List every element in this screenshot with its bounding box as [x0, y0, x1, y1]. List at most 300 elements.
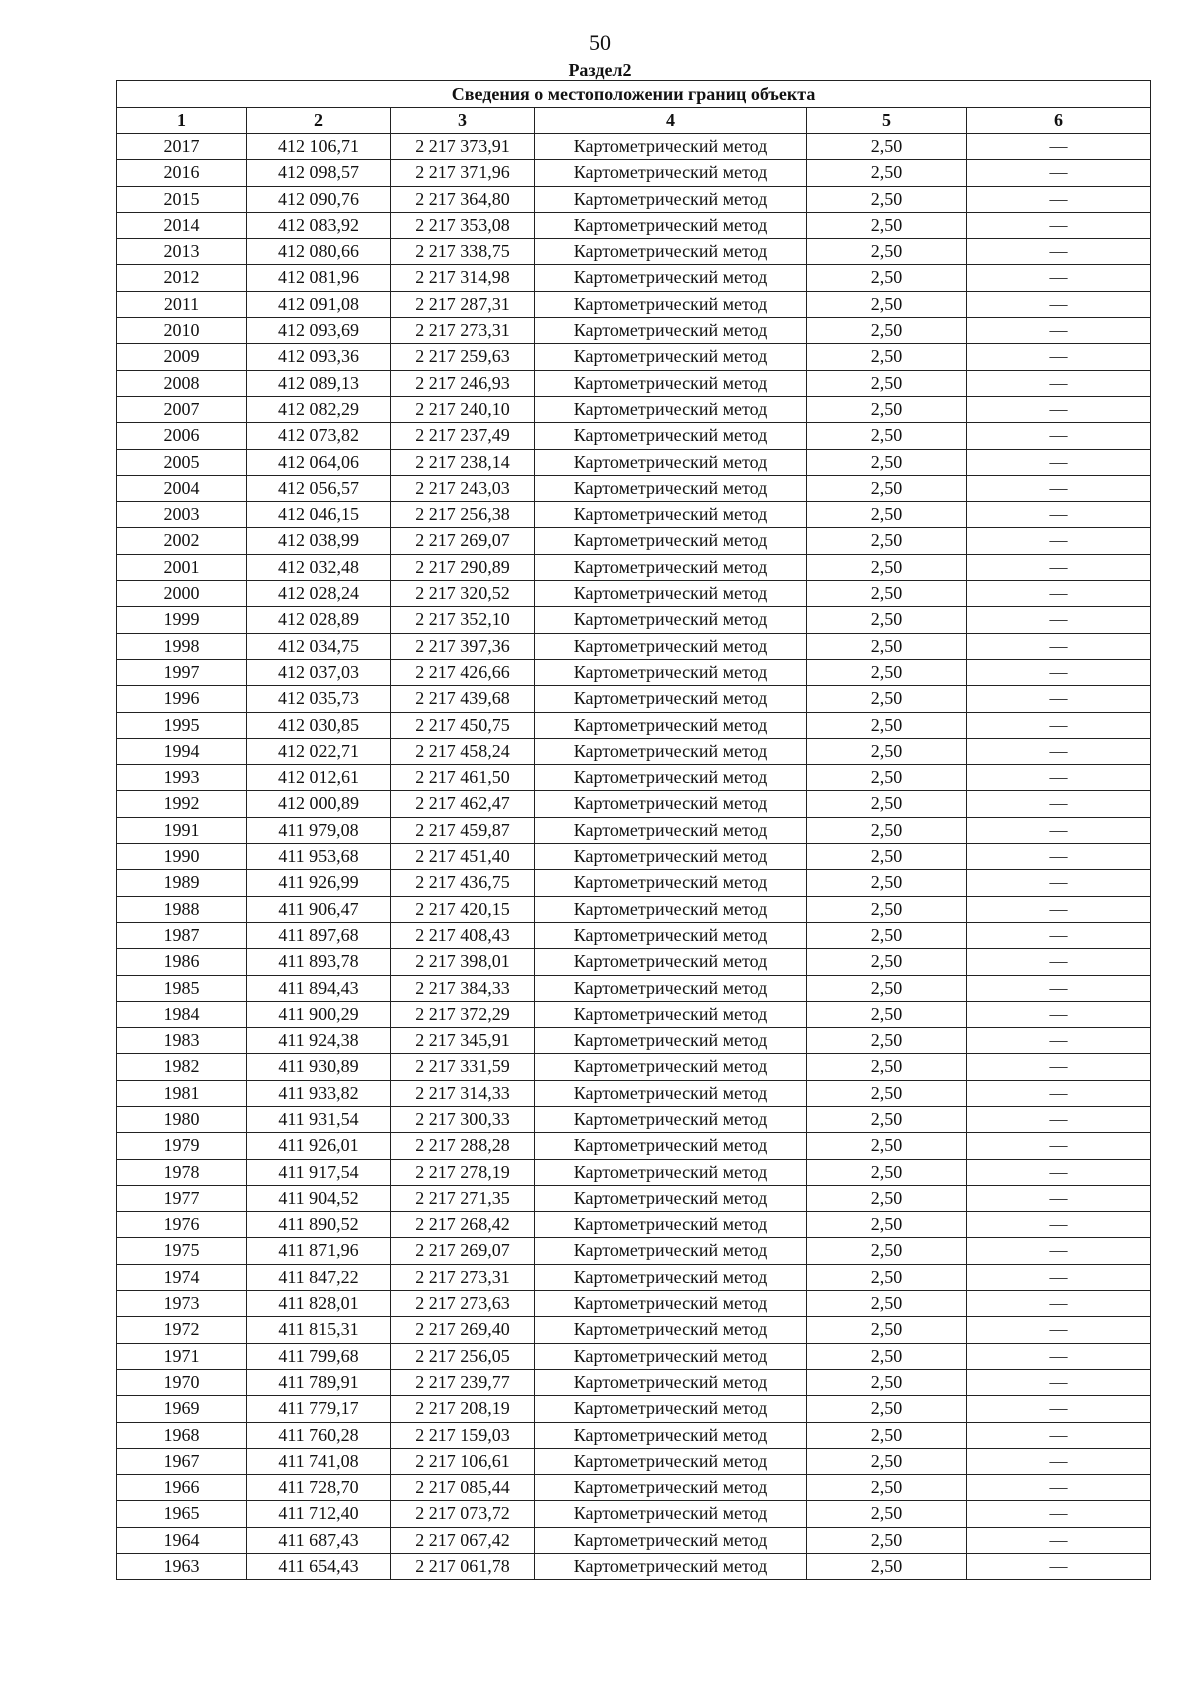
y-coordinate-cell: 2 217 372,29 — [391, 1001, 535, 1027]
accuracy-cell: 2,50 — [807, 134, 967, 160]
x-coordinate-cell: 411 893,78 — [247, 949, 391, 975]
accuracy-cell: 2,50 — [807, 1238, 967, 1264]
y-coordinate-cell: 2 217 320,52 — [391, 581, 535, 607]
point-number-cell: 1972 — [117, 1317, 247, 1343]
y-coordinate-cell: 2 217 398,01 — [391, 949, 535, 975]
table-row — [117, 817, 1151, 843]
y-coordinate-cell: 2 217 269,40 — [391, 1317, 535, 1343]
table-body — [117, 134, 1151, 1580]
y-coordinate-cell: 2 217 243,03 — [391, 475, 535, 501]
table-row — [117, 791, 1151, 817]
y-coordinate-cell: 2 217 420,15 — [391, 896, 535, 922]
x-coordinate-cell: 411 894,43 — [247, 975, 391, 1001]
x-coordinate-cell: 411 926,01 — [247, 1133, 391, 1159]
accuracy-cell: 2,50 — [807, 318, 967, 344]
accuracy-cell: 2,50 — [807, 738, 967, 764]
y-coordinate-cell: 2 217 458,24 — [391, 738, 535, 764]
y-coordinate-cell: 2 217 273,63 — [391, 1291, 535, 1317]
method-cell: Картометрический метод — [535, 212, 807, 238]
page-number: 50 — [589, 30, 611, 55]
y-coordinate-cell: 2 217 106,61 — [391, 1448, 535, 1474]
y-coordinate-cell: 2 217 268,42 — [391, 1212, 535, 1238]
point-number-cell: 1983 — [117, 1028, 247, 1054]
accuracy-cell: 2,50 — [807, 423, 967, 449]
column-header-3: 3 — [391, 108, 535, 134]
table-row — [117, 134, 1151, 160]
x-coordinate-cell: 411 904,52 — [247, 1185, 391, 1211]
point-number-cell: 1967 — [117, 1448, 247, 1474]
accuracy-cell: 2,50 — [807, 870, 967, 896]
accuracy-cell: 2,50 — [807, 528, 967, 554]
y-coordinate-cell: 2 217 384,33 — [391, 975, 535, 1001]
method-cell: Картометрический метод — [535, 607, 807, 633]
table-row — [117, 186, 1151, 212]
accuracy-cell: 2,50 — [807, 396, 967, 422]
accuracy-cell: 2,50 — [807, 160, 967, 186]
point-number-cell: 1998 — [117, 633, 247, 659]
point-number-cell: 2001 — [117, 554, 247, 580]
y-coordinate-cell: 2 217 287,31 — [391, 291, 535, 317]
method-cell: Картометрический метод — [535, 949, 807, 975]
point-number-cell: 2015 — [117, 186, 247, 212]
point-number-cell: 1990 — [117, 844, 247, 870]
method-cell: Картометрический метод — [535, 1185, 807, 1211]
point-number-cell: 1984 — [117, 1001, 247, 1027]
point-number-cell: 1975 — [117, 1238, 247, 1264]
description-cell: — — [967, 949, 1151, 975]
x-coordinate-cell: 411 900,29 — [247, 1001, 391, 1027]
y-coordinate-cell: 2 217 061,78 — [391, 1554, 535, 1580]
point-number-cell: 1966 — [117, 1475, 247, 1501]
y-coordinate-cell: 2 217 278,19 — [391, 1159, 535, 1185]
method-cell: Картометрический метод — [535, 370, 807, 396]
method-cell: Картометрический метод — [535, 1422, 807, 1448]
table-row — [117, 1106, 1151, 1132]
method-cell: Картометрический метод — [535, 633, 807, 659]
point-number-cell: 2014 — [117, 212, 247, 238]
method-cell: Картометрический метод — [535, 659, 807, 685]
description-cell: — — [967, 528, 1151, 554]
point-number-cell: 1968 — [117, 1422, 247, 1448]
y-coordinate-cell: 2 217 364,80 — [391, 186, 535, 212]
accuracy-cell: 2,50 — [807, 1291, 967, 1317]
point-number-cell: 2012 — [117, 265, 247, 291]
x-coordinate-cell: 411 815,31 — [247, 1317, 391, 1343]
x-coordinate-cell: 412 032,48 — [247, 554, 391, 580]
method-cell: Картометрический метод — [535, 1501, 807, 1527]
description-cell: — — [967, 1448, 1151, 1474]
point-number-cell: 1976 — [117, 1212, 247, 1238]
description-cell: — — [967, 1317, 1151, 1343]
method-cell: Картометрический метод — [535, 1159, 807, 1185]
x-coordinate-cell: 411 741,08 — [247, 1448, 391, 1474]
description-cell: — — [967, 1133, 1151, 1159]
y-coordinate-cell: 2 217 314,98 — [391, 265, 535, 291]
point-number-cell: 2006 — [117, 423, 247, 449]
accuracy-cell: 2,50 — [807, 1001, 967, 1027]
point-number-cell: 2004 — [117, 475, 247, 501]
description-cell: — — [967, 1291, 1151, 1317]
table-row — [117, 975, 1151, 1001]
x-coordinate-cell: 411 933,82 — [247, 1080, 391, 1106]
point-number-cell: 1974 — [117, 1264, 247, 1290]
y-coordinate-cell: 2 217 288,28 — [391, 1133, 535, 1159]
table-row — [117, 449, 1151, 475]
accuracy-cell: 2,50 — [807, 765, 967, 791]
table-row — [117, 870, 1151, 896]
description-cell: — — [967, 186, 1151, 212]
y-coordinate-cell: 2 217 259,63 — [391, 344, 535, 370]
description-cell: — — [967, 396, 1151, 422]
method-cell: Картометрический метод — [535, 765, 807, 791]
description-cell: — — [967, 1501, 1151, 1527]
y-coordinate-cell: 2 217 451,40 — [391, 844, 535, 870]
description-cell: — — [967, 581, 1151, 607]
description-cell: — — [967, 239, 1151, 265]
table-row — [117, 765, 1151, 791]
y-coordinate-cell: 2 217 273,31 — [391, 1264, 535, 1290]
table-row — [117, 581, 1151, 607]
table-row — [117, 738, 1151, 764]
method-cell: Картометрический метод — [535, 396, 807, 422]
description-cell: — — [967, 844, 1151, 870]
table-row — [117, 1422, 1151, 1448]
point-number-cell: 1963 — [117, 1554, 247, 1580]
point-number-cell: 2010 — [117, 318, 247, 344]
accuracy-cell: 2,50 — [807, 1343, 967, 1369]
description-cell: — — [967, 896, 1151, 922]
x-coordinate-cell: 411 917,54 — [247, 1159, 391, 1185]
table-row — [117, 633, 1151, 659]
description-cell: — — [967, 1028, 1151, 1054]
point-number-cell: 1992 — [117, 791, 247, 817]
description-cell: — — [967, 765, 1151, 791]
accuracy-cell: 2,50 — [807, 844, 967, 870]
method-cell: Картометрический метод — [535, 186, 807, 212]
x-coordinate-cell: 411 926,99 — [247, 870, 391, 896]
y-coordinate-cell: 2 217 208,19 — [391, 1396, 535, 1422]
x-coordinate-cell: 412 082,29 — [247, 396, 391, 422]
y-coordinate-cell: 2 217 353,08 — [391, 212, 535, 238]
accuracy-cell: 2,50 — [807, 554, 967, 580]
accuracy-cell: 2,50 — [807, 1185, 967, 1211]
table-row — [117, 686, 1151, 712]
accuracy-cell: 2,50 — [807, 659, 967, 685]
x-coordinate-cell: 411 871,96 — [247, 1238, 391, 1264]
x-coordinate-cell: 411 953,68 — [247, 844, 391, 870]
method-cell: Картометрический метод — [535, 922, 807, 948]
description-cell: — — [967, 475, 1151, 501]
description-cell: — — [967, 975, 1151, 1001]
accuracy-cell: 2,50 — [807, 949, 967, 975]
table-title-row — [117, 81, 1151, 108]
column-header-1: 1 — [117, 108, 247, 134]
x-coordinate-cell: 412 028,24 — [247, 581, 391, 607]
x-coordinate-cell: 411 897,68 — [247, 922, 391, 948]
accuracy-cell: 2,50 — [807, 1475, 967, 1501]
accuracy-cell: 2,50 — [807, 475, 967, 501]
y-coordinate-cell: 2 217 314,33 — [391, 1080, 535, 1106]
x-coordinate-cell: 411 979,08 — [247, 817, 391, 843]
y-coordinate-cell: 2 217 300,33 — [391, 1106, 535, 1132]
description-cell: — — [967, 712, 1151, 738]
table-row — [117, 949, 1151, 975]
y-coordinate-cell: 2 217 436,75 — [391, 870, 535, 896]
point-number-cell: 1987 — [117, 922, 247, 948]
x-coordinate-cell: 412 028,89 — [247, 607, 391, 633]
table-row — [117, 528, 1151, 554]
point-number-cell: 1970 — [117, 1369, 247, 1395]
method-cell: Картометрический метод — [535, 1291, 807, 1317]
x-coordinate-cell: 411 687,43 — [247, 1527, 391, 1553]
column-header-6: 6 — [967, 108, 1151, 134]
table-row — [117, 1396, 1151, 1422]
description-cell: — — [967, 344, 1151, 370]
table-row — [117, 265, 1151, 291]
x-coordinate-cell: 411 654,43 — [247, 1554, 391, 1580]
accuracy-cell: 2,50 — [807, 1159, 967, 1185]
y-coordinate-cell: 2 217 273,31 — [391, 318, 535, 344]
x-coordinate-cell: 412 034,75 — [247, 633, 391, 659]
table-row — [117, 1369, 1151, 1395]
x-coordinate-cell: 412 030,85 — [247, 712, 391, 738]
method-cell: Картометрический метод — [535, 265, 807, 291]
point-number-cell: 1978 — [117, 1159, 247, 1185]
table-row — [117, 1212, 1151, 1238]
y-coordinate-cell: 2 217 240,10 — [391, 396, 535, 422]
description-cell: — — [967, 686, 1151, 712]
accuracy-cell: 2,50 — [807, 291, 967, 317]
table-row — [117, 1264, 1151, 1290]
description-cell: — — [967, 265, 1151, 291]
y-coordinate-cell: 2 217 290,89 — [391, 554, 535, 580]
accuracy-cell: 2,50 — [807, 1054, 967, 1080]
accuracy-cell: 2,50 — [807, 1369, 967, 1395]
x-coordinate-cell: 412 037,03 — [247, 659, 391, 685]
point-number-cell: 2002 — [117, 528, 247, 554]
point-number-cell: 2009 — [117, 344, 247, 370]
point-number-cell: 2017 — [117, 134, 247, 160]
point-number-cell: 1985 — [117, 975, 247, 1001]
description-cell: — — [967, 1054, 1151, 1080]
table-row — [117, 291, 1151, 317]
description-cell: — — [967, 1238, 1151, 1264]
description-cell: — — [967, 212, 1151, 238]
accuracy-cell: 2,50 — [807, 1422, 967, 1448]
point-number-cell: 1986 — [117, 949, 247, 975]
table-row — [117, 844, 1151, 870]
description-cell: — — [967, 1159, 1151, 1185]
y-coordinate-cell: 2 217 256,05 — [391, 1343, 535, 1369]
accuracy-cell: 2,50 — [807, 186, 967, 212]
table-row — [117, 160, 1151, 186]
table-row — [117, 1501, 1151, 1527]
point-number-cell: 1982 — [117, 1054, 247, 1080]
method-cell: Картометрический метод — [535, 1133, 807, 1159]
accuracy-cell: 2,50 — [807, 817, 967, 843]
point-number-cell: 1993 — [117, 765, 247, 791]
point-number-cell: 1994 — [117, 738, 247, 764]
point-number-cell: 1988 — [117, 896, 247, 922]
accuracy-cell: 2,50 — [807, 1080, 967, 1106]
y-coordinate-cell: 2 217 269,07 — [391, 1238, 535, 1264]
x-coordinate-cell: 412 073,82 — [247, 423, 391, 449]
method-cell: Картометрический метод — [535, 344, 807, 370]
method-cell: Картометрический метод — [535, 475, 807, 501]
x-coordinate-cell: 412 093,36 — [247, 344, 391, 370]
method-cell: Картометрический метод — [535, 817, 807, 843]
x-coordinate-cell: 412 038,99 — [247, 528, 391, 554]
point-number-cell: 2005 — [117, 449, 247, 475]
table-row — [117, 896, 1151, 922]
y-coordinate-cell: 2 217 237,49 — [391, 423, 535, 449]
table-row — [117, 1185, 1151, 1211]
accuracy-cell: 2,50 — [807, 239, 967, 265]
description-cell: — — [967, 1343, 1151, 1369]
x-coordinate-cell: 412 022,71 — [247, 738, 391, 764]
y-coordinate-cell: 2 217 345,91 — [391, 1028, 535, 1054]
point-number-cell: 1995 — [117, 712, 247, 738]
method-cell: Картометрический метод — [535, 160, 807, 186]
x-coordinate-cell: 411 924,38 — [247, 1028, 391, 1054]
point-number-cell: 2013 — [117, 239, 247, 265]
point-number-cell: 1989 — [117, 870, 247, 896]
table-row — [117, 396, 1151, 422]
method-cell: Картометрический метод — [535, 291, 807, 317]
description-cell: — — [967, 1369, 1151, 1395]
method-cell: Картометрический метод — [535, 239, 807, 265]
description-cell: — — [967, 134, 1151, 160]
method-cell: Картометрический метод — [535, 738, 807, 764]
point-number-cell: 1973 — [117, 1291, 247, 1317]
x-coordinate-cell: 412 081,96 — [247, 265, 391, 291]
method-cell: Картометрический метод — [535, 1475, 807, 1501]
y-coordinate-cell: 2 217 450,75 — [391, 712, 535, 738]
accuracy-cell: 2,50 — [807, 1133, 967, 1159]
method-cell: Картометрический метод — [535, 1448, 807, 1474]
method-cell: Картометрический метод — [535, 1080, 807, 1106]
y-coordinate-cell: 2 217 159,03 — [391, 1422, 535, 1448]
method-cell: Картометрический метод — [535, 502, 807, 528]
accuracy-cell: 2,50 — [807, 265, 967, 291]
point-number-cell: 1977 — [117, 1185, 247, 1211]
method-cell: Картометрический метод — [535, 1369, 807, 1395]
description-cell: — — [967, 738, 1151, 764]
y-coordinate-cell: 2 217 067,42 — [391, 1527, 535, 1553]
x-coordinate-cell: 412 080,66 — [247, 239, 391, 265]
description-cell: — — [967, 1475, 1151, 1501]
method-cell: Картометрический метод — [535, 1264, 807, 1290]
y-coordinate-cell: 2 217 462,47 — [391, 791, 535, 817]
x-coordinate-cell: 411 789,91 — [247, 1369, 391, 1395]
y-coordinate-cell: 2 217 073,72 — [391, 1501, 535, 1527]
table-header-row — [117, 108, 1151, 134]
accuracy-cell: 2,50 — [807, 1396, 967, 1422]
accuracy-cell: 2,50 — [807, 370, 967, 396]
y-coordinate-cell: 2 217 338,75 — [391, 239, 535, 265]
table-row — [117, 1133, 1151, 1159]
y-coordinate-cell: 2 217 085,44 — [391, 1475, 535, 1501]
y-coordinate-cell: 2 217 331,59 — [391, 1054, 535, 1080]
description-cell: — — [967, 370, 1151, 396]
x-coordinate-cell: 411 779,17 — [247, 1396, 391, 1422]
x-coordinate-cell: 412 083,92 — [247, 212, 391, 238]
description-cell: — — [967, 1527, 1151, 1553]
accuracy-cell: 2,50 — [807, 633, 967, 659]
table-row — [117, 1028, 1151, 1054]
column-header-4: 4 — [535, 108, 807, 134]
table-row — [117, 1291, 1151, 1317]
x-coordinate-cell: 412 035,73 — [247, 686, 391, 712]
y-coordinate-cell: 2 217 246,93 — [391, 370, 535, 396]
accuracy-cell: 2,50 — [807, 1317, 967, 1343]
point-number-cell: 1969 — [117, 1396, 247, 1422]
description-cell: — — [967, 633, 1151, 659]
table-row — [117, 1317, 1151, 1343]
point-number-cell: 1996 — [117, 686, 247, 712]
y-coordinate-cell: 2 217 459,87 — [391, 817, 535, 843]
x-coordinate-cell: 411 728,70 — [247, 1475, 391, 1501]
method-cell: Картометрический метод — [535, 1343, 807, 1369]
table-row — [117, 1001, 1151, 1027]
method-cell: Картометрический метод — [535, 870, 807, 896]
method-cell: Картометрический метод — [535, 975, 807, 1001]
x-coordinate-cell: 411 847,22 — [247, 1264, 391, 1290]
point-number-cell: 1981 — [117, 1080, 247, 1106]
table-row — [117, 423, 1151, 449]
description-cell: — — [967, 1185, 1151, 1211]
method-cell: Картометрический метод — [535, 554, 807, 580]
column-header-5: 5 — [807, 108, 967, 134]
method-cell: Картометрический метод — [535, 1106, 807, 1132]
method-cell: Картометрический метод — [535, 423, 807, 449]
description-cell: — — [967, 160, 1151, 186]
x-coordinate-cell: 411 906,47 — [247, 896, 391, 922]
description-cell: — — [967, 791, 1151, 817]
x-coordinate-cell: 411 828,01 — [247, 1291, 391, 1317]
accuracy-cell: 2,50 — [807, 502, 967, 528]
accuracy-cell: 2,50 — [807, 449, 967, 475]
description-cell: — — [967, 1264, 1151, 1290]
x-coordinate-cell: 411 931,54 — [247, 1106, 391, 1132]
point-number-cell: 1971 — [117, 1343, 247, 1369]
method-cell: Картометрический метод — [535, 1317, 807, 1343]
description-cell: — — [967, 870, 1151, 896]
description-cell: — — [967, 922, 1151, 948]
y-coordinate-cell: 2 217 239,77 — [391, 1369, 535, 1395]
description-cell: — — [967, 554, 1151, 580]
point-number-cell: 1997 — [117, 659, 247, 685]
section-title: Раздел2 — [568, 60, 632, 80]
point-number-cell: 2003 — [117, 502, 247, 528]
table-row — [117, 475, 1151, 501]
x-coordinate-cell: 412 000,89 — [247, 791, 391, 817]
description-cell: — — [967, 1106, 1151, 1132]
description-cell: — — [967, 817, 1151, 843]
x-coordinate-cell: 412 046,15 — [247, 502, 391, 528]
table-row — [117, 554, 1151, 580]
method-cell: Картометрический метод — [535, 449, 807, 475]
table-row — [117, 1448, 1151, 1474]
accuracy-cell: 2,50 — [807, 1028, 967, 1054]
accuracy-cell: 2,50 — [807, 1448, 967, 1474]
x-coordinate-cell: 412 091,08 — [247, 291, 391, 317]
description-cell: — — [967, 659, 1151, 685]
accuracy-cell: 2,50 — [807, 712, 967, 738]
y-coordinate-cell: 2 217 373,91 — [391, 134, 535, 160]
point-number-cell: 2011 — [117, 291, 247, 317]
description-cell: — — [967, 1001, 1151, 1027]
